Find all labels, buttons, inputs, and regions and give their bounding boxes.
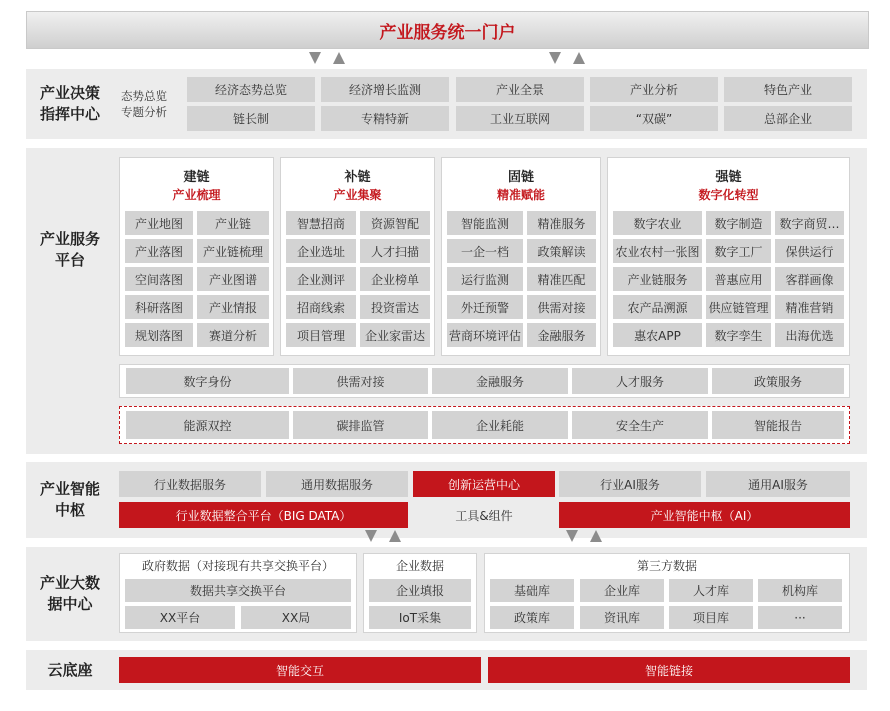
arrow-up-icon: [333, 52, 345, 64]
bigdata-platform: 行业数据整合平台（BIG DATA）: [119, 502, 408, 528]
panel-item: 数字孪生: [706, 323, 771, 347]
panel-item: 产业图谱: [197, 267, 269, 291]
intelligence-label: 产业智能 中枢: [39, 480, 100, 519]
cloud-item: 智能链接: [488, 657, 850, 683]
gov-item: XX平台: [125, 606, 235, 629]
third-party-item: 项目库: [669, 606, 753, 629]
panel-item: 赛道分析: [197, 323, 269, 347]
third-party-item: ···: [758, 606, 842, 629]
arrow-down-icon: [365, 530, 377, 542]
panel-item: 惠农APP: [613, 323, 702, 347]
panel-item: 保供运行: [775, 239, 844, 263]
panel-title: 强链: [715, 170, 742, 185]
decision-item: 总部企业: [724, 106, 852, 131]
common-service-item: 数字身份: [126, 368, 289, 394]
panel-item: 产业链梳理: [197, 239, 269, 263]
panel-item: 数字制造: [706, 211, 771, 235]
panel-item: 出海优选: [775, 323, 844, 347]
ent-item: 企业填报: [369, 579, 471, 602]
panel-item: 企业测评: [286, 267, 356, 291]
common-service-item: 供需对接: [293, 368, 428, 394]
panel-item: 人才扫描: [360, 239, 430, 263]
panel-item: 资源智配: [360, 211, 430, 235]
ent-data-title: 企业数据: [395, 559, 444, 573]
panel-item: 精准匹配: [527, 267, 596, 291]
panel-item: 精准营销: [775, 295, 844, 319]
arrow-up-icon: [573, 52, 585, 64]
panel-item: 招商线索: [286, 295, 356, 319]
panel-item: 客群画像: [775, 267, 844, 291]
cloud-item: 智能交互: [119, 657, 481, 683]
decision-item: 特色产业: [724, 77, 852, 102]
panel-title: 固链: [507, 170, 534, 185]
intelligence-item: 创新运营中心: [413, 471, 555, 497]
intelligence-item: 通用数据服务: [266, 471, 408, 497]
panel-item: 企业家雷达: [360, 323, 430, 347]
panel-item: 政策解读: [527, 239, 596, 263]
panel-item: 产业落图: [125, 239, 193, 263]
panel-item: 企业选址: [286, 239, 356, 263]
tools-components: 工具&组件: [455, 508, 513, 523]
panel-item: 精准服务: [527, 211, 596, 235]
panel-item: 一企一档: [447, 239, 523, 263]
arrow-down-icon: [549, 52, 561, 64]
service-label: 产业服务 平台: [39, 230, 100, 269]
data-center-label: 产业大数 据中心: [39, 574, 100, 613]
ent-item: IoT采集: [369, 606, 471, 629]
panel-item: 科研落图: [125, 295, 193, 319]
panel-item: 农业农村一张图: [613, 239, 702, 263]
panel-item: 农产品溯源: [613, 295, 702, 319]
panel-item: 投资雷达: [360, 295, 430, 319]
third-party-item: 人才库: [669, 579, 753, 602]
panel-item: 运行监测: [447, 267, 523, 291]
common-service-item: 政策服务: [712, 368, 844, 394]
cloud-label: 云底座: [47, 660, 93, 679]
arrow-down-icon: [309, 52, 321, 64]
panel-subtitle: 精准赋能: [496, 188, 545, 202]
panel-item: 数字农业: [613, 211, 702, 235]
common-service-item: 人才服务: [572, 368, 708, 394]
panel-item: 空间落图: [125, 267, 193, 291]
gov-item: XX局: [241, 606, 351, 629]
panel-item: 数字工厂: [706, 239, 771, 263]
panel-subtitle: 数字化转型: [698, 188, 759, 202]
panel-title: 补链: [344, 170, 371, 185]
third-party-item: 基础库: [490, 579, 574, 602]
decision-item: 产业分析: [590, 77, 718, 102]
third-party-item: 资讯库: [580, 606, 664, 629]
decision-item: 链长制: [187, 106, 315, 131]
common-service-item: 金融服务: [432, 368, 568, 394]
panel-item: 供应链管理: [706, 295, 771, 319]
panel-subtitle: 产业集聚: [333, 188, 382, 202]
decision-item: 经济态势总览: [187, 77, 315, 102]
energy-item: 安全生产: [572, 411, 708, 439]
decision-item: 专精特新: [321, 106, 449, 131]
gov-platform: 数据共享交换平台: [125, 579, 351, 602]
panel-item: 供需对接: [527, 295, 596, 319]
panel-item: 智慧招商: [286, 211, 356, 235]
decision-item: 经济增长监测: [321, 77, 449, 102]
decision-item: 工业互联网: [456, 106, 584, 131]
intelligence-item: 通用AI服务: [706, 471, 850, 497]
decision-item: “双碳”: [590, 106, 718, 131]
panel-item: 产业地图: [125, 211, 193, 235]
decision-sub-2: 专题分析: [121, 105, 167, 119]
panel-item: 外迁预警: [447, 295, 523, 319]
decision-label: 产业决策 指挥中心: [39, 84, 100, 123]
energy-item: 碳排监管: [293, 411, 428, 439]
intelligence-item: 行业数据服务: [119, 471, 261, 497]
energy-item: 能源双控: [126, 411, 289, 439]
panel-item: 金融服务: [527, 323, 596, 347]
third-party-item: 企业库: [580, 579, 664, 602]
panel-item: 项目管理: [286, 323, 356, 347]
panel-item: 普惠应用: [706, 267, 771, 291]
gov-data-title: 政府数据（对接现有共享交换平台）: [141, 559, 334, 573]
arrow-down-icon: [566, 530, 578, 542]
panel-item: 智能监测: [447, 211, 523, 235]
arrow-up-icon: [590, 530, 602, 542]
decision-item: 产业全景: [456, 77, 584, 102]
panel-item: 产业情报: [197, 295, 269, 319]
energy-item: 企业耗能: [432, 411, 568, 439]
panel-item: 数字商贸…: [775, 211, 844, 235]
panel-item: 营商环境评估: [447, 323, 523, 347]
panel-item: 规划落图: [125, 323, 193, 347]
panel-title: 建链: [183, 170, 210, 185]
third-party-item: 政策库: [490, 606, 574, 629]
intelligence-item: 行业AI服务: [559, 471, 701, 497]
ai-hub: 产业智能中枢（AI）: [559, 502, 850, 528]
panel-item: 企业榜单: [360, 267, 430, 291]
panel-item: 产业链服务: [613, 267, 702, 291]
panel-item: 产业链: [197, 211, 269, 235]
energy-item: 智能报告: [712, 411, 844, 439]
third-data-title: 第三方数据: [636, 559, 697, 573]
arrow-up-icon: [389, 530, 401, 542]
decision-sub-1: 态势总览: [121, 89, 167, 103]
panel-subtitle: 产业梳理: [172, 188, 221, 202]
portal-title: 产业服务统一门户: [26, 11, 869, 49]
third-party-item: 机构库: [758, 579, 842, 602]
